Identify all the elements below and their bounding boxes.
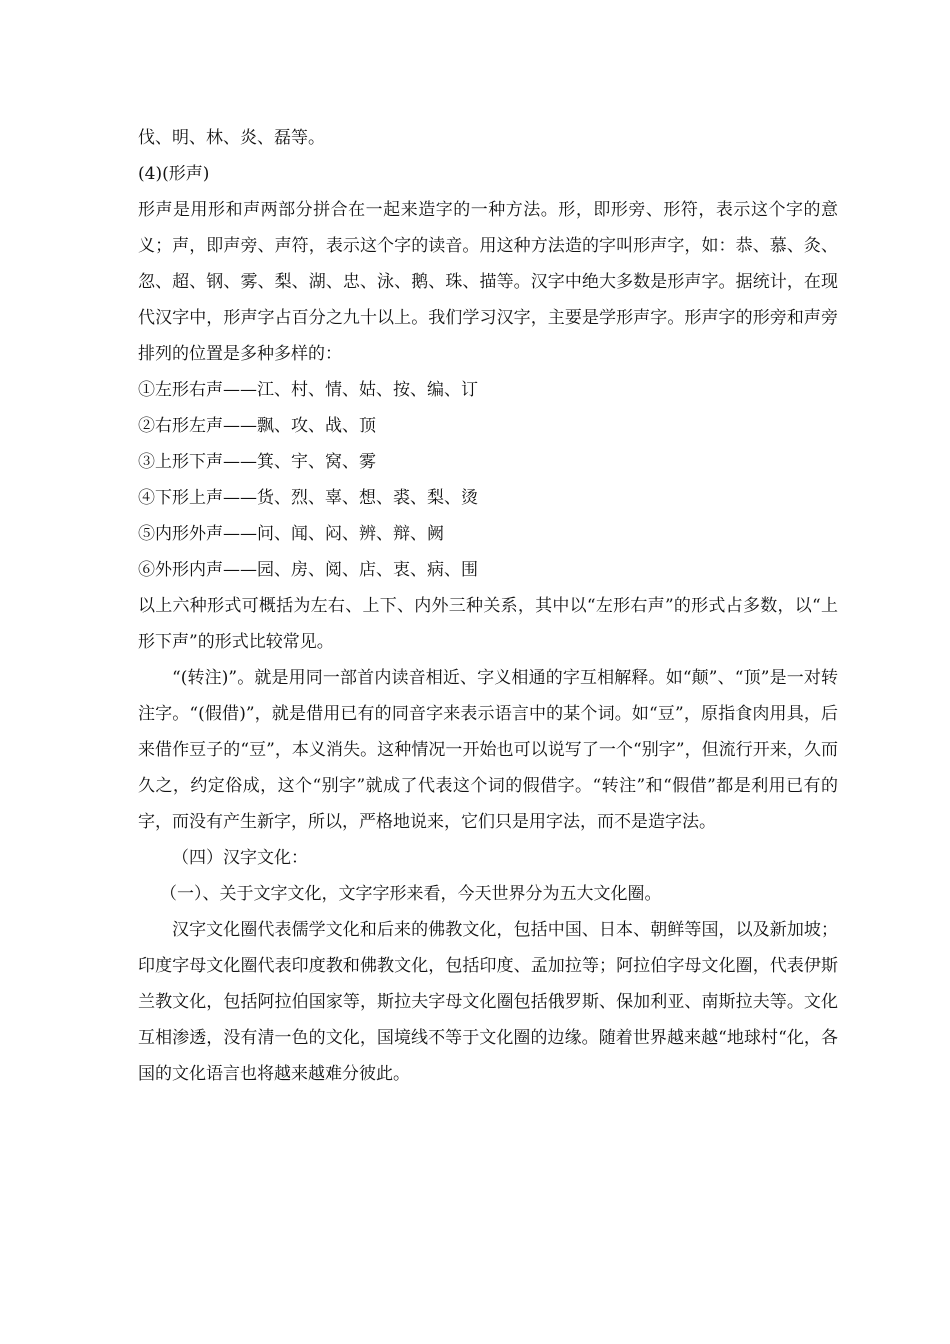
paragraph-zhuanzhu-jiajie: “(转注)”。就是用同一部首内读音相近、字义相通的字互相解释。如“颠”、“顶”是一对转注字。“(假借)”，就是借用已有的同音字来表示语言中的某个词。如“豆”，原指食肉用具，后来借作豆子的“豆”，本义消失。这种情况一开始也可以说写了一个“别字”，但流行开来，久而久之，约定俗成，这个“别字”就成了代表这个词的假借字。“转注”和“假借”都是利用已有的字，而没有产生新字，所以，严格地说来，它们只是用字法，而不是造字法。 bbox=[138, 668, 838, 832]
list-item: ④下形上声——货、烈、辜、想、裘、梨、烫 bbox=[138, 488, 478, 508]
paragraph-huiyi-examples: 伐、明、林、炎、磊等。 bbox=[138, 128, 325, 148]
paragraph-culture-circles: 汉字文化圈代表儒学文化和后来的佛教文化，包括中国、日本、朝鲜等国，以及新加坡；印度字母文化圈代表印度教和佛教文化，包括印度、孟加拉等；阿拉伯字母文化圈，代表伊斯兰教文化，包括阿拉伯国家等，斯拉夫字母文化圈包括俄罗斯、保加利亚、南斯拉夫等。文化互相渗透，没有清一色的文化，国境线不等于文化圈的边缘。随着世界越来越“地球村“化，各国的文化语言也将越来越难分彼此。 bbox=[138, 920, 838, 1084]
list-item: ⑥外形内声——园、房、阅、店、衷、病、围 bbox=[138, 560, 478, 580]
paragraph-summary: 以上六种形式可概括为左右、上下、内外三种关系，其中以“左形右声”的形式占多数，以“上形下声”的形式比较常见。 bbox=[138, 596, 838, 652]
subsection-heading-culture-circles: （一）、关于文字文化，文字字形来看，今天世界分为五大文化圈。 bbox=[160, 884, 662, 904]
list-item: ③上形下声——箕、宇、窝、雾 bbox=[138, 452, 376, 472]
section-heading-xingsheng: (4)(形声) bbox=[138, 164, 210, 184]
body-text bbox=[138, 120, 838, 1092]
list-item: ②右形左声——飘、攻、战、顶 bbox=[138, 416, 376, 436]
list-item: ①左形右声——江、村、情、姑、按、编、订 bbox=[138, 380, 478, 400]
list-item: ⑤内形外声——问、闻、闷、辨、辩、阙 bbox=[138, 524, 444, 544]
paragraph-xingsheng-definition: 形声是用形和声两部分拼合在一起来造字的一种方法。形，即形旁、形符，表示这个字的意义；声，即声旁、声符，表示这个字的读音。用这种方法造的字叫形声字，如：恭、慕、灸、忽、超、钢、雾、梨、湖、忠、泳、鹅、珠、描等。汉字中绝大多数是形声字。据统计，在现代汉字中，形声字占百分之九十以上。我们学习汉字，主要是学形声字。形声字的形旁和声旁排列的位置是多种多样的： bbox=[138, 200, 838, 364]
section-heading-hanzi-culture: （四）汉字文化： bbox=[172, 848, 308, 868]
